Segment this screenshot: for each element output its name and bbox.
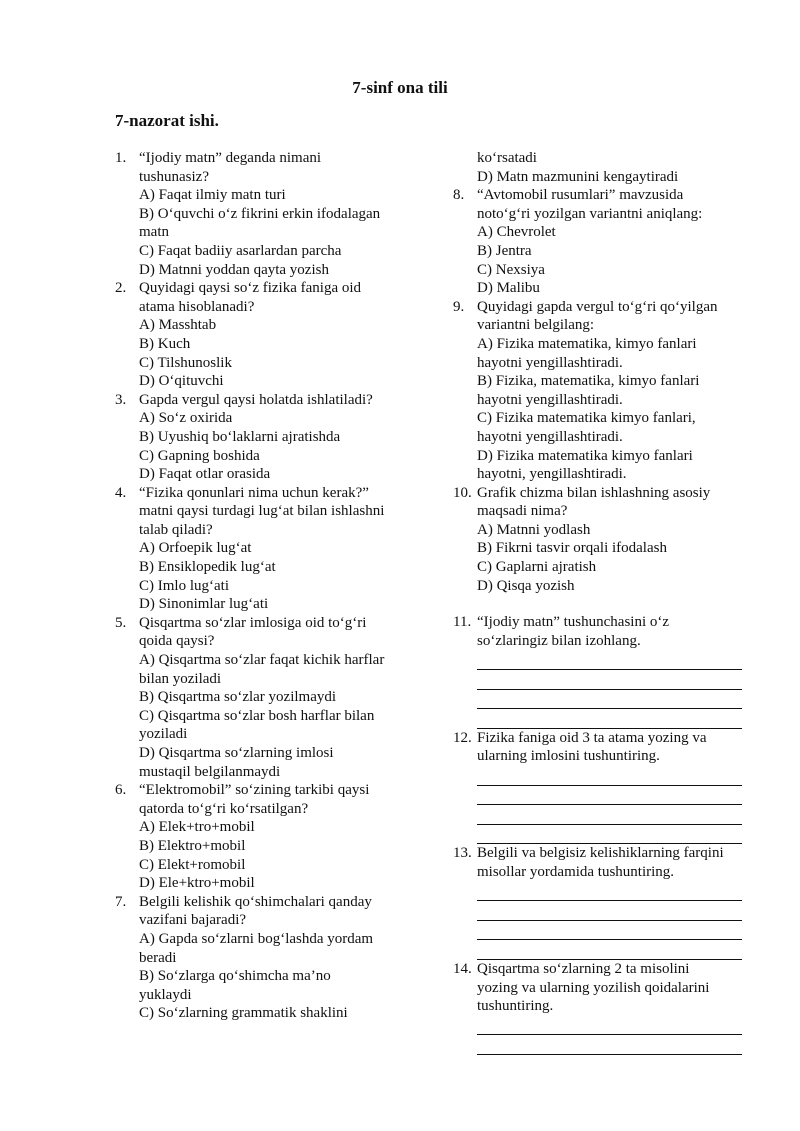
question-line: matni qaysi turdagi lug‘at bilan ishlashni — [139, 503, 385, 520]
question-line: tushuntiring. — [477, 998, 554, 1015]
question-item — [453, 960, 753, 1055]
question-line: C) Elekt+romobil — [139, 856, 246, 873]
answer-line[interactable] — [477, 882, 742, 902]
question-item — [115, 279, 415, 391]
question-item — [453, 844, 753, 960]
question-number — [115, 465, 139, 484]
question-line: misollar yordamida tushuntiring. — [477, 863, 675, 880]
question-line: B) So‘zlarga qo‘shimcha ma’no — [139, 968, 331, 985]
answer-line[interactable] — [477, 690, 742, 710]
question-number — [115, 911, 139, 930]
question-number — [115, 632, 139, 651]
question-line: B) Ensiklopedik lug‘at — [139, 559, 276, 576]
question-number — [115, 521, 139, 540]
question-line: B) O‘quvchi o‘z fikrini erkin ifodalagan — [139, 205, 381, 222]
question-number — [453, 521, 477, 540]
question-number — [115, 502, 139, 521]
question-text: “Elektromobil” so‘zining tarkibi qaysi — [139, 782, 370, 799]
question-number — [453, 863, 477, 882]
answer-line[interactable] — [477, 1035, 742, 1055]
question-line: C) Gaplarni ajratish — [477, 559, 597, 576]
question-item — [453, 149, 753, 186]
question-number — [453, 997, 477, 1016]
question-item — [453, 613, 753, 729]
answer-line[interactable] — [477, 825, 742, 845]
question-number — [453, 409, 477, 428]
question-number — [115, 744, 139, 763]
question-number — [453, 979, 477, 998]
question-number — [115, 818, 139, 837]
question-number: 4. — [115, 484, 127, 501]
question-number — [115, 577, 139, 596]
question-number — [453, 354, 477, 373]
question-number — [115, 168, 139, 187]
question-number — [115, 428, 139, 447]
question-line: variantni belgilang: — [477, 317, 595, 334]
question-number — [453, 335, 477, 354]
question-line: C) Imlo lug‘ati — [139, 577, 229, 594]
question-number: 6. — [115, 782, 127, 799]
answer-line[interactable] — [477, 786, 742, 806]
question-line: yoziladi — [139, 726, 188, 743]
question-number: 11. — [453, 614, 472, 631]
question-line: D) O‘qituvchi — [139, 373, 224, 390]
question-number: 13. — [453, 845, 472, 862]
question-number: 8. — [453, 187, 465, 204]
question-line: atama hisoblanadi? — [139, 298, 255, 315]
answer-line[interactable] — [477, 1016, 742, 1036]
question-line: hayotni, yengillashtiradi. — [477, 466, 627, 483]
answer-line[interactable] — [477, 766, 742, 786]
question-number — [115, 335, 139, 354]
question-number — [115, 242, 139, 261]
question-item — [453, 186, 753, 298]
question-number — [115, 316, 139, 335]
question-number — [453, 205, 477, 224]
question-line: matn — [139, 224, 169, 241]
answer-line[interactable] — [477, 940, 742, 960]
question-number — [453, 149, 477, 168]
question-line: D) Ele+ktro+mobil — [139, 875, 255, 892]
answer-line[interactable] — [477, 650, 742, 670]
question-number — [115, 595, 139, 614]
question-number — [115, 949, 139, 968]
question-line: D) Matnni yoddan qayta yozish — [139, 261, 329, 278]
question-number — [453, 428, 477, 447]
question-number — [115, 763, 139, 782]
question-line: B) Qisqartma so‘zlar yozilmaydi — [139, 689, 337, 706]
answer-line[interactable] — [477, 805, 742, 825]
question-item — [115, 484, 415, 614]
question-number — [115, 930, 139, 949]
question-number — [115, 372, 139, 391]
question-line: vazifani bajaradi? — [139, 912, 247, 929]
question-text: Gapda vergul qaysi holatda ishlatiladi? — [139, 391, 373, 408]
question-number — [115, 447, 139, 466]
question-line: A) Masshtab — [139, 317, 217, 334]
question-line: C) Fizika matematika kimyo fanlari, — [477, 410, 696, 427]
question-number — [115, 298, 139, 317]
question-line: A) Fizika matematika, kimyo fanlari — [477, 335, 697, 352]
question-text: Quyidagi qaysi so‘z fizika faniga oid — [139, 280, 362, 297]
question-number — [115, 539, 139, 558]
question-line: B) Uyushiq bo‘laklarni ajratishda — [139, 428, 341, 445]
question-number — [115, 354, 139, 373]
question-number — [115, 1004, 139, 1023]
question-text: ko‘rsatadi — [477, 150, 537, 166]
question-number — [453, 447, 477, 466]
question-number — [453, 242, 477, 261]
question-number — [115, 205, 139, 224]
question-number — [453, 577, 477, 596]
question-line: D) Malibu — [477, 280, 540, 297]
question-line: hayotni yengillashtiradi. — [477, 391, 623, 408]
answer-line[interactable] — [477, 901, 742, 921]
question-line: B) Fikrni tasvir orqali ifodalash — [477, 540, 667, 557]
question-item — [115, 149, 415, 279]
question-number — [115, 223, 139, 242]
question-line: qatorda to‘g‘ri ko‘rsatilgan? — [139, 800, 309, 817]
question-text: “Avtomobil rusumlari” mavzusida — [477, 187, 684, 204]
question-number — [453, 539, 477, 558]
question-item — [453, 484, 753, 596]
question-text: Qisqartma so‘zlarning 2 ta misolini — [477, 960, 690, 977]
question-line: A) Orfoepik lug‘at — [139, 540, 252, 557]
question-line: D) Fizika matematika kimyo fanlari — [477, 447, 693, 464]
question-line: noto‘g‘ri yozilgan variantni aniqlang: — [477, 205, 703, 222]
question-text: Belgili va belgisiz kelishiklarning farqini — [477, 845, 724, 862]
question-line: tushunasiz? — [139, 168, 209, 185]
question-line: B) Jentra — [477, 242, 532, 259]
question-number: 5. — [115, 614, 127, 631]
question-line: mustaqil belgilanmaydi — [139, 763, 281, 780]
question-number — [115, 558, 139, 577]
question-number — [453, 372, 477, 391]
question-number — [115, 707, 139, 726]
right-column — [453, 149, 753, 1055]
question-line: C) Nexsiya — [477, 261, 545, 278]
question-number — [115, 651, 139, 670]
question-number — [115, 186, 139, 205]
question-number — [115, 800, 139, 819]
question-line: A) Matnni yodlash — [477, 521, 591, 538]
question-number — [115, 670, 139, 689]
answer-line[interactable] — [477, 921, 742, 941]
question-line: D) Sinonimlar lug‘ati — [139, 596, 269, 613]
question-number: 2. — [115, 280, 127, 297]
question-line: bilan yoziladi — [139, 670, 222, 687]
question-text: “Fizika qonunlari nima uchun kerak?” — [139, 484, 369, 501]
question-item — [115, 781, 415, 893]
question-line: maqsadi nima? — [477, 503, 568, 520]
question-number — [453, 168, 477, 187]
question-number: 10. — [453, 484, 472, 501]
question-item — [453, 298, 753, 484]
test-subtitle: 7-nazorat ishi. — [115, 111, 219, 130]
question-line: C) Tilshunoslik — [139, 354, 232, 371]
question-number: 1. — [115, 150, 127, 166]
question-line: A) So‘z oxirida — [139, 410, 233, 427]
question-line: B) Elektro+mobil — [139, 837, 246, 854]
question-number: 3. — [115, 391, 127, 408]
question-line: C) Gapning boshida — [139, 447, 260, 464]
question-line: talab qiladi? — [139, 521, 213, 538]
question-number: 12. — [453, 729, 472, 746]
question-number: 14. — [453, 960, 472, 977]
question-number: 7. — [115, 893, 127, 910]
question-number — [115, 725, 139, 744]
question-number: 9. — [453, 298, 465, 315]
question-number — [115, 688, 139, 707]
question-number — [115, 837, 139, 856]
question-number — [453, 279, 477, 298]
question-number — [115, 856, 139, 875]
question-line: C) Qisqartma so‘zlar bosh harflar bilan — [139, 707, 375, 724]
question-line: B) Kuch — [139, 335, 191, 352]
question-line: D) Qisqartma so‘zlarning imlosi — [139, 745, 334, 761]
question-number — [115, 261, 139, 280]
question-number — [453, 261, 477, 280]
left-column — [115, 149, 415, 1023]
question-text: Qisqartma so‘zlar imlosiga oid to‘g‘ri — [139, 614, 367, 631]
question-line: D) Faqat otlar orasida — [139, 466, 271, 483]
question-number — [453, 465, 477, 484]
question-line: beradi — [139, 949, 177, 966]
question-line: A) Qisqartma so‘zlar faqat kichik harflar — [139, 652, 385, 669]
question-line: A) Elek+tro+mobil — [139, 819, 255, 836]
question-number — [115, 874, 139, 893]
question-line: ularning imlosini tushuntiring. — [477, 748, 660, 765]
answer-line[interactable] — [477, 670, 742, 690]
question-line: yozing va ularning yozilish qoidalarini — [477, 979, 710, 996]
question-number — [115, 409, 139, 428]
question-number — [453, 502, 477, 521]
question-number — [453, 632, 477, 651]
question-item — [115, 893, 415, 1023]
question-text: “Ijodiy matn” tushunchasini o‘z — [477, 614, 670, 631]
question-line: hayotni yengillashtiradi. — [477, 428, 623, 445]
question-text: “Ijodiy matn” deganda nimani — [139, 150, 322, 166]
question-line: C) So‘zlarning grammatik shaklini — [139, 1005, 348, 1022]
question-item — [453, 729, 753, 845]
question-item — [115, 614, 415, 781]
question-text: Quyidagi gapda vergul to‘g‘ri qo‘yilgan — [477, 298, 718, 315]
question-text: Belgili kelishik qo‘shimchalari qanday — [139, 893, 372, 910]
question-line: so‘zlaringiz bilan izohlang. — [477, 632, 641, 649]
question-text: Fizika faniga oid 3 ta atama yozing va — [477, 729, 707, 746]
question-number — [115, 986, 139, 1005]
question-line: D) Matn mazmunini kengaytiradi — [477, 168, 679, 185]
section-gap — [453, 595, 753, 613]
question-text: Grafik chizma bilan ishlashning asosiy — [477, 484, 711, 501]
question-number — [453, 223, 477, 242]
question-line: hayotni yengillashtiradi. — [477, 354, 623, 371]
question-number — [453, 391, 477, 410]
question-number — [115, 967, 139, 986]
question-line: qoida qaysi? — [139, 633, 215, 650]
question-line: B) Fizika, matematika, kimyo fanlari — [477, 373, 700, 390]
question-line: yuklaydi — [139, 986, 192, 1003]
question-number — [453, 747, 477, 766]
question-line: A) Faqat ilmiy matn turi — [139, 187, 286, 204]
page-title: 7-sinf ona tili — [352, 78, 448, 97]
question-number — [453, 316, 477, 335]
question-line: A) Chevrolet — [477, 224, 556, 241]
question-item — [115, 391, 415, 484]
question-number — [453, 558, 477, 577]
question-line: A) Gapda so‘zlarni bog‘lashda yordam — [139, 930, 374, 947]
question-line: D) Qisqa yozish — [477, 577, 575, 594]
question-line: C) Faqat badiiy asarlardan parcha — [139, 242, 342, 259]
answer-line[interactable] — [477, 709, 742, 729]
